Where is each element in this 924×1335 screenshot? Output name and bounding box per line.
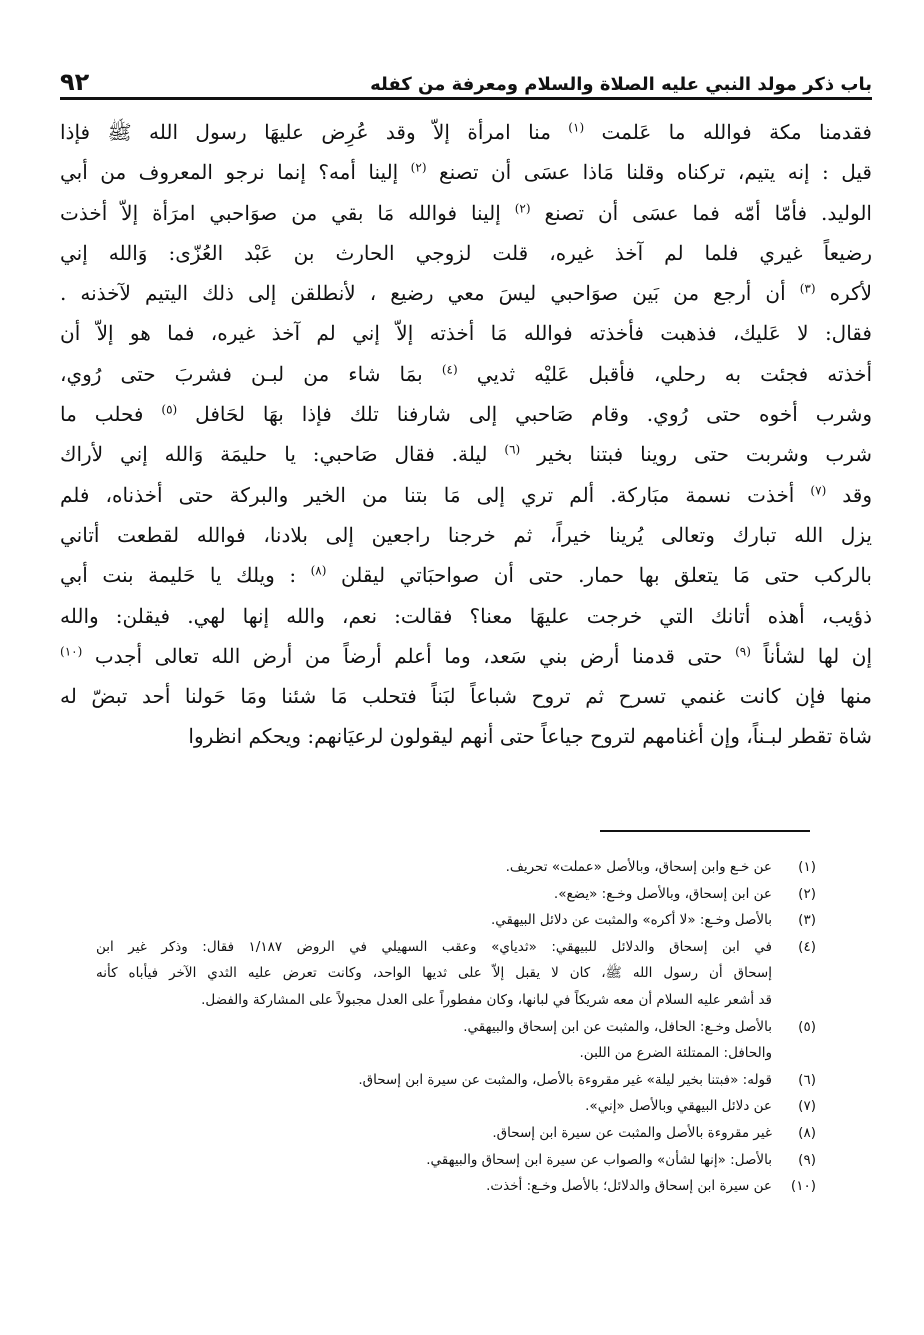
text-segment: شاة تقطر لبـناً، وإن أغنامهم لتروح جياعاً حتى أنهم ليقولون لرعيَانهم: ويحكم انظروا (188, 724, 872, 749)
footnote-number: (٩) (798, 1151, 816, 1168)
footnote-number: (٥) (798, 1018, 816, 1035)
text-line (60, 716, 872, 756)
footnote-line: عن خـع وابن إسحاق، وبالأصل «عملت» تحريف. (505, 859, 772, 875)
text-line (60, 475, 872, 515)
footnote-reference: (٧) (810, 483, 827, 498)
text-segment: فقال: لا عَليك، فذهبت فأخذته فوالله مَا أخذته إلاّ إني لم آخذ غيره، فما هو إلاّ أن (60, 321, 872, 346)
text-segment: إلينا فوالله مَا بقي من صوَاحبي امرَأة إلاّ أخذت (60, 200, 501, 225)
text-segment: شرب وشربت حتى روينا فبتنا بخير (537, 442, 872, 467)
footnote-number: (٣) (798, 912, 816, 929)
footnote-text (96, 1173, 772, 1200)
footnote-line: غير مقروءة بالأصل والمثبت عن سيرة ابن إسحاق. (492, 1124, 772, 1141)
footnote (96, 1093, 816, 1120)
footnote-line: عن سيرة ابن إسحاق والدلائل؛ بالأصل وخـع: أخذت. (486, 1178, 772, 1195)
footnote-line: بالأصل: «إنها لشأن» والصواب عن سيرة ابن إسحاق والبيهقي. (426, 1151, 772, 1168)
footnote-line: عن ابن إسحاق، وبالأصل وخـع: «يضع». (553, 885, 772, 902)
footnote-reference: (٩) (735, 644, 751, 659)
text-line (60, 515, 872, 555)
footnote-number: (٨) (798, 1124, 816, 1141)
text-segment: أن أرجع من بَين صوَاحبي ليسَ معي رضيع ، لأنطلقن إلى ذلك اليتيم لآخذنه . (60, 281, 786, 306)
footnote-reference: (٣) (799, 281, 816, 296)
text-segment: بالركب حتى مَا يتعلق بها حمار. حتى أن صواحبَاتي ليقلن (340, 563, 872, 588)
text-segment: أخذت نسمة مبَاركة. ألم تري إلى مَا بتنا من الخير والبركة حتى أخذناه، فلم (60, 482, 795, 507)
header-rule (60, 97, 872, 100)
text-line (60, 233, 872, 273)
text-segment: وشرب أخوه حتى رُوي. وقام صَاحبي إلى شارفنا تلك فإذا بهَا لحَافل (195, 402, 872, 427)
text-segment: ليلة. فقال صَاحبي: يا حليمَة وَالله إني لأراك (60, 442, 488, 467)
page-header (60, 54, 872, 94)
text-segment: أخذته فجئت به رحلي، فأقبل عَليْه ثديي (476, 361, 872, 386)
text-segment: منا امرأة إلاّ وقد عُرِض عليهَا رسول الله ﷺ فإذا (60, 120, 551, 144)
footnote-reference: (٥) (161, 402, 178, 417)
footnote (96, 907, 816, 934)
footnote-separator (600, 830, 810, 832)
footnote-reference: (٢) (410, 160, 427, 175)
text-segment: قيل : إنه يتيم، تركناه وقلنا مَاذا عسَى أن تصنع (438, 160, 872, 185)
footnote (96, 1067, 816, 1094)
text-segment: : ويلك يا حَليمة بنت أبي (60, 563, 297, 588)
footnote-reference: (٨) (310, 563, 327, 578)
footnote-line: في ابن إسحاق والدلائل للبيهقي: «ثدياي» وعقب السهيلي في الروض ١/١٨٧ فقال: وذكر غير ابن (96, 938, 772, 955)
text-line (60, 676, 872, 716)
footnote-reference: (٤) (441, 362, 458, 377)
footnote-reference: (١٠) (60, 644, 83, 659)
footnote-number: (٦) (798, 1071, 816, 1088)
text-line (60, 313, 872, 353)
footnote-reference: (٦) (504, 442, 521, 457)
text-segment: فحلب ما (60, 402, 144, 427)
footnote-text (96, 854, 772, 881)
footnote-line: قد أشعر عليه السلام أن معه شريكاً في لبانها، وكان مفطوراً على العدل مجبولاً على المشاركة والفضل. (201, 991, 772, 1008)
footnotes (96, 854, 816, 1284)
text-line (60, 354, 872, 394)
footnote-text (96, 934, 772, 1014)
text-line (60, 596, 872, 636)
footnote-text (96, 1147, 772, 1174)
footnote-text (96, 1120, 772, 1147)
text-segment: إلينا أمه؟ إنما نرجو المعروف من أبي (60, 160, 399, 185)
text-line (60, 193, 872, 233)
footnote-number: (١) (798, 859, 816, 875)
footnote-number: (٤) (798, 938, 816, 955)
footnote-line: والحافل: الممتلئة الضرع من اللبن. (579, 1045, 772, 1062)
text-segment: بمَا شاء من لبـن فشربَ حتى رُوي، (60, 361, 423, 386)
text-segment: وقد (842, 482, 872, 507)
text-line (60, 434, 872, 474)
text-segment: الوليد. فأمّا أمّه فما عسَى أن تصنع (544, 200, 872, 225)
text-segment: ذؤيب، أهذه أتانك التي خرجت عليهَا معنا؟ فقالت: نعم، والله إنها لهي. فيقلن: والله (60, 603, 872, 628)
text-segment: يزل الله تبارك وتعالى يُرينا خيراً، ثم خرجنا راجعين إلى بلادنا، فوالله لقطعت أتاني (60, 522, 872, 547)
footnote (96, 1173, 816, 1200)
text-segment: منها فإن كانت غنمي تسرح ثم تروح شباعاً لبَناً فتحلب مَا شئنا ومَا حَولنا أحد تبضّ له (60, 684, 872, 709)
footnote-text (96, 1093, 772, 1120)
footnote (96, 934, 816, 1014)
footnote-number: (٢) (798, 885, 816, 902)
text-segment: حتى قدمنا أرض بني سَعد، وما أعلم أرضاً من أرض الله تعالى أجدب (94, 643, 723, 668)
footnote-line: عن دلائل البيهقي وبالأصل «إني». (585, 1098, 772, 1115)
footnote-text (96, 907, 772, 934)
text-line (60, 636, 872, 676)
footnote-number: (١٠) (790, 1178, 816, 1195)
footnote-line: بالأصل وخـع: الحافل، والمثبت عن ابن إسحاق والبيهقي. (463, 1018, 772, 1035)
footnote-text (96, 1067, 772, 1094)
footnote-line: قوله: «فبتنا بخير ليلة» غير مقروءة بالأصل، والمثبت عن سيرة ابن إسحاق. (358, 1071, 772, 1088)
text-line (60, 273, 872, 313)
text-line (60, 394, 872, 434)
footnote (96, 881, 816, 908)
text-segment: لأكره (829, 281, 872, 306)
text-line (60, 152, 872, 192)
running-title: باب ذكر مولد النبي عليه الصلاة والسلام ومعرفة من كفله (370, 74, 872, 95)
footnote-number: (٧) (798, 1098, 816, 1115)
footnote (96, 854, 816, 881)
main-text (60, 112, 872, 800)
footnote-text (96, 1014, 772, 1067)
footnote-reference: (١) (568, 120, 585, 135)
footnote-line: بالأصل وخـع: «لا أكره» والمثبت عن دلائل البيهقي. (491, 912, 772, 929)
text-segment: رضيعاً غيري فلما لم آخذ غيره، قلت لزوجي الحارث بن عَبْد العُزّى: وَالله إني (60, 240, 872, 265)
footnote (96, 1147, 816, 1174)
footnote (96, 1014, 816, 1067)
text-line (60, 112, 872, 152)
footnote-reference: (٢) (514, 200, 531, 215)
text-segment: إن لها لشأناً (763, 643, 872, 668)
footnote-text (96, 881, 772, 908)
text-line (60, 555, 872, 595)
text-segment: فقدمنا مكة فوالله ما عَلمت (601, 120, 872, 144)
page-number: ٩٢ (60, 68, 90, 96)
footnote (96, 1120, 816, 1147)
footnote-line: إسحاق أن رسول الله ﷺ، كان لا يقبل إلاّ على ثديها الواحد، وكانت تعرض عليه الثدي الآخر فيأباه كأنه (96, 965, 772, 982)
